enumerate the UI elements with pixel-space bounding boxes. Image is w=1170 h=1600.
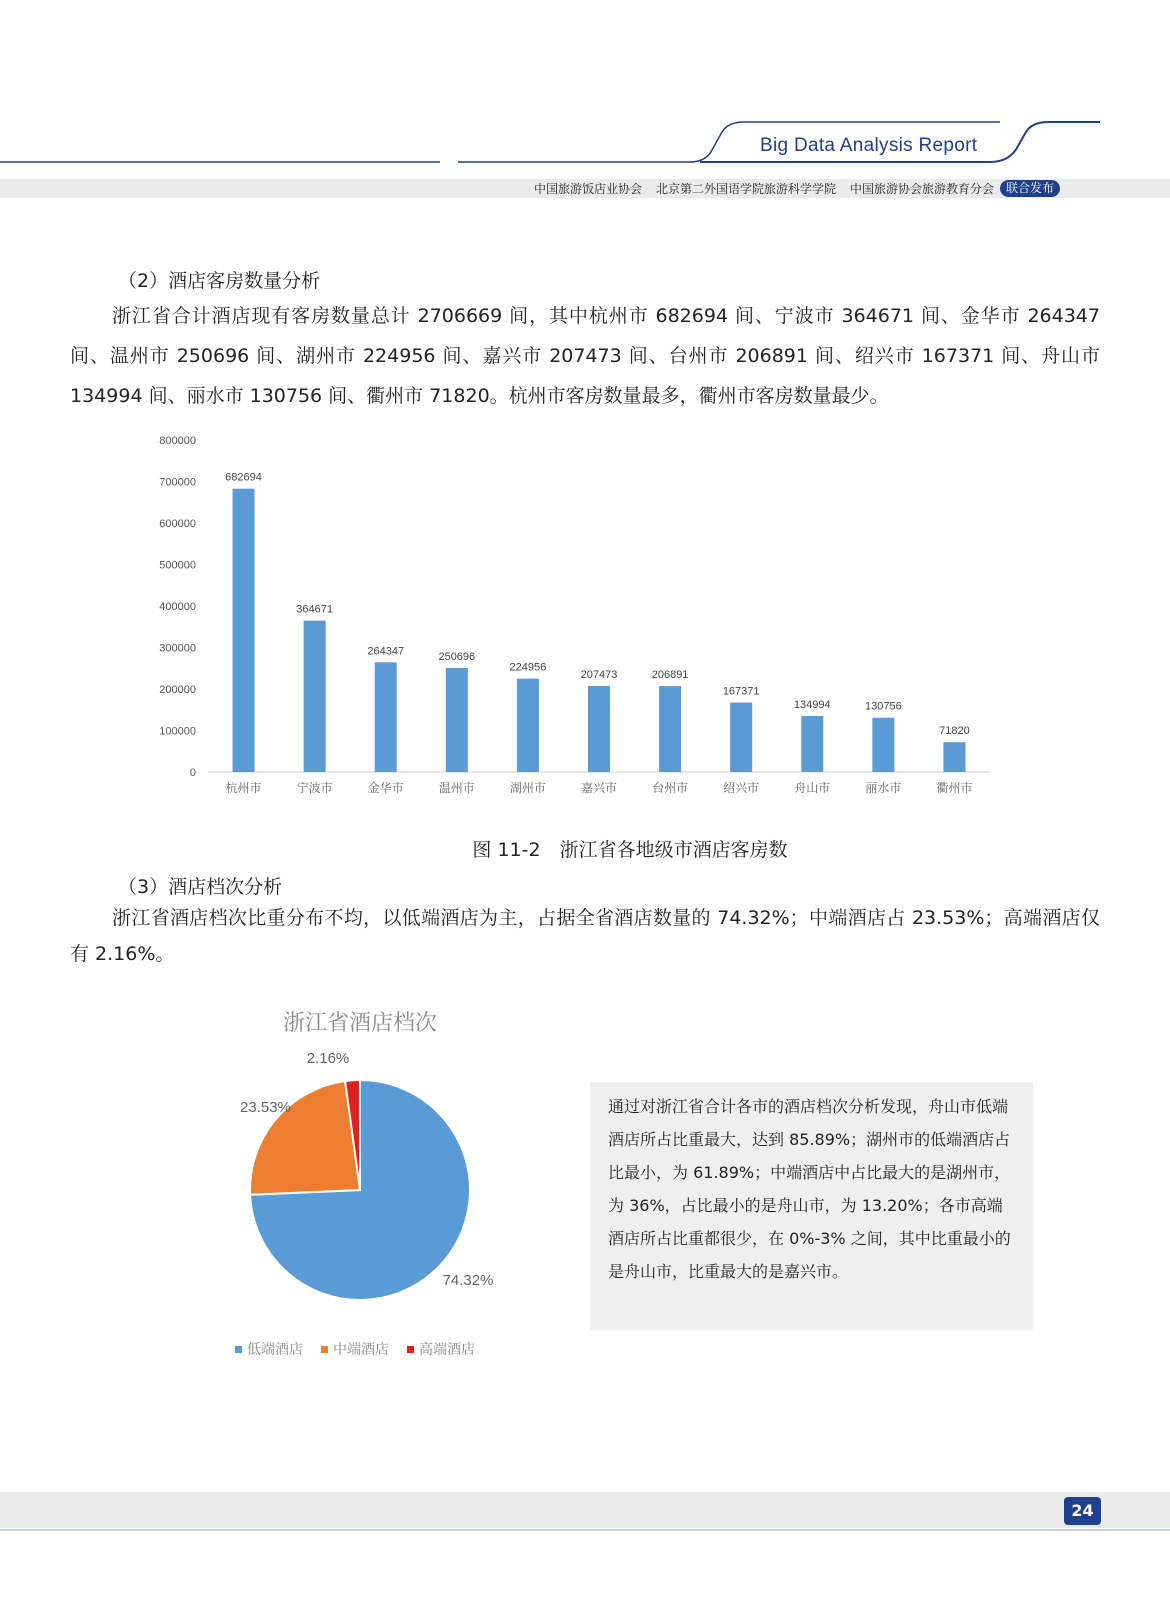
pie-chart-hotel-grade (210, 1010, 550, 1370)
legend-label: 中端酒店 (333, 1342, 389, 1358)
legend-swatch (321, 1346, 328, 1353)
slice-label: 74.32% (442, 1272, 494, 1289)
publisher-list (534, 180, 1060, 197)
report-title: Big Data Analysis Report (760, 135, 978, 156)
x-tick-label: 台州市 (652, 781, 689, 795)
data-label: 206891 (651, 669, 689, 682)
bar-chart-rooms (130, 430, 1010, 810)
paragraph-hotel-grade: 浙江省酒店档次比重分布不均，以低端酒店为主，占据全省酒店数量的 74.32%；中端酒店占 23.53%；高端酒店仅有 2.16%。 (70, 907, 1100, 965)
data-label: 682694 (225, 471, 262, 484)
x-tick-label: 金华市 (367, 781, 404, 795)
legend-swatch (407, 1346, 414, 1353)
y-tick-label: 600000 (159, 518, 196, 530)
x-tick-label: 宁波市 (296, 781, 333, 795)
data-label: 207473 (580, 668, 618, 681)
bar-湖州市 (517, 679, 539, 772)
figure-caption: 图 11-2 浙江省各地级市酒店客房数 (472, 839, 788, 861)
x-tick-label: 舟山市 (794, 781, 831, 795)
bar-嘉兴市 (588, 686, 610, 772)
x-tick-label: 衢州市 (936, 781, 973, 795)
section-heading-hotel-grade: （3）酒店档次分析 (118, 876, 283, 898)
slice-label: 2.16% (306, 1050, 350, 1067)
paragraph-room-count: 浙江省合计酒店现有客房数量总计 2706669 间，其中杭州市 682694 间、宁波市 364671 间、金华市 264347 间、温州市 250696 间、湖州市 224956 间、嘉兴市 207473 间、台州市 206891 间、绍兴市 167371 间、舟山市 134994 间、丽水市 130756 间、衢州市 71820。杭州市客房数量最多，衢州市客房数量最少。 (70, 305, 1100, 407)
data-label: 134994 (793, 698, 831, 711)
section-heading-room-count: （2）酒店客房数量分析 (118, 270, 321, 292)
x-tick-label: 丽水市 (865, 781, 902, 795)
y-tick-label: 500000 (159, 559, 196, 572)
data-label: 130756 (865, 700, 902, 713)
x-tick-label: 温州市 (438, 781, 475, 795)
joint-release-badge: 联合发布 (1000, 180, 1060, 197)
legend-label: 高端酒店 (419, 1342, 475, 1358)
y-tick-label: 700000 (159, 476, 196, 489)
y-tick-label: 300000 (159, 642, 196, 655)
x-tick-label: 湖州市 (509, 781, 546, 795)
y-tick-label: 200000 (159, 684, 196, 696)
y-tick-label: 100000 (159, 725, 196, 738)
data-label: 167371 (722, 685, 760, 698)
bar-金华市 (375, 662, 397, 772)
publisher-3: 中国旅游协会旅游教育分会 (849, 182, 994, 196)
page-number: 24 (1064, 1497, 1101, 1525)
data-label: 224956 (509, 661, 547, 674)
header-decoration (0, 120, 1170, 170)
bar-丽水市 (872, 718, 894, 772)
data-label: 71820 (939, 725, 970, 738)
pie-title: 浙江省酒店档次 (282, 1011, 438, 1036)
slice-label: 23.53% (240, 1099, 291, 1116)
analysis-box: 通过对浙江省合计各市的酒店档次分析发现，舟山市低端酒店所占比重最大，达到 85.89%；湖州市的低端酒店占比最小，为 61.89%；中端酒店中占比最大的是湖州市，为 36%，占比最小的是舟山市，为 13.20%；各市高端酒店所占比重都很少，在 0%-3% 之间，其中比重最小的是舟山市，比重最大的是嘉兴市。 (590, 1082, 1033, 1330)
y-tick-label: 0 (189, 767, 196, 779)
data-label: 250696 (438, 650, 476, 663)
y-tick-label: 400000 (159, 601, 196, 613)
bar-舟山市 (801, 716, 823, 772)
publisher-1: 中国旅游饭店业协会 (533, 182, 642, 196)
legend-swatch (235, 1346, 242, 1353)
publisher-2: 北京第二外国语学院旅游科学学院 (655, 182, 836, 196)
bar-温州市 (446, 668, 468, 772)
bar-台州市 (659, 686, 681, 772)
footer-line (0, 1529, 1170, 1531)
footer-band (0, 1492, 1170, 1528)
data-label: 364671 (296, 603, 333, 616)
bar-杭州市 (233, 489, 255, 772)
legend-label: 低端酒店 (247, 1342, 303, 1358)
bar-宁波市 (304, 621, 326, 772)
x-tick-label: 嘉兴市 (580, 781, 618, 795)
y-tick-label: 800000 (159, 435, 196, 447)
x-tick-label: 绍兴市 (723, 781, 760, 795)
bar-绍兴市 (730, 703, 752, 772)
data-label: 264347 (367, 645, 405, 658)
x-tick-label: 杭州市 (225, 781, 262, 795)
bar-衢州市 (943, 742, 965, 772)
